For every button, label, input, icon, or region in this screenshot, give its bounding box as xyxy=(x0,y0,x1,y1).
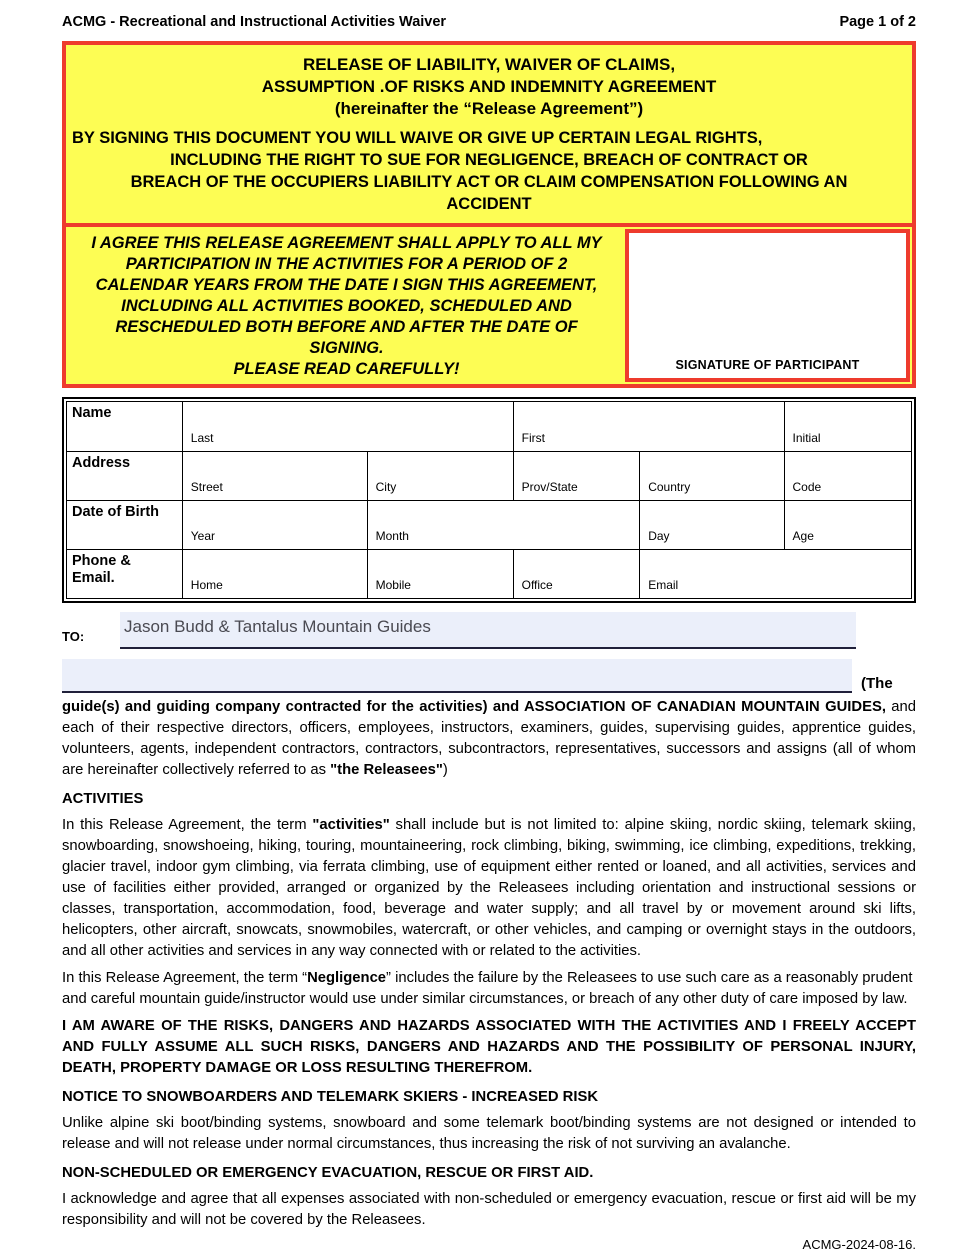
guide-company-input-2[interactable] xyxy=(62,659,852,693)
participant-signature-field[interactable] xyxy=(625,229,910,382)
agreement-statement xyxy=(66,227,625,384)
cell-first-name xyxy=(513,402,784,451)
notice-bottom-section xyxy=(66,227,912,384)
participant-info-table-inner xyxy=(66,401,912,599)
cell-day xyxy=(639,501,783,549)
row-header-dob: Date of Birth xyxy=(72,504,159,520)
page-number: Page 1 of 2 xyxy=(839,14,916,30)
cell-age xyxy=(784,501,911,549)
document-version: ACMG-2024-08-16. xyxy=(802,1237,916,1252)
table-row-phone-email xyxy=(67,549,911,598)
warning-line: BREACH OF THE OCCUPIERS LIABILITY ACT OR CLAIM COMPENSATION FOLLOWING AN xyxy=(130,173,848,191)
evacuation-heading: NON-SCHEDULED OR EMERGENCY EVACUATION, RESCUE OR FIRST AID. xyxy=(62,1165,594,1181)
to-label: TO: xyxy=(62,629,85,644)
releasees-regular-text: and each of their respective directors, officers, employees, instructors, examiners, guides, supervising guides, apprentice guides, volunteers, agents, independent contractors, contractors, subcontractors, representatives, successors and assigns (all of whom are hereinafter collectively referred to as xyxy=(62,699,916,778)
releasees-close-paren: ) xyxy=(442,762,448,778)
warning-line: INCLUDING THE RIGHT TO SUE FOR NEGLIGENCE, BREACH OF CONTRACT OR xyxy=(170,151,808,169)
cell-label: Initial xyxy=(792,431,821,445)
cell-label: Office xyxy=(521,578,553,592)
warning-line: BY SIGNING THIS DOCUMENT YOU WILL WAIVE OR GIVE UP CERTAIN LEGAL RIGHTS, xyxy=(72,129,763,147)
releasees-paragraph xyxy=(62,697,916,781)
document-title: ACMG - Recreational and Instructional Activities Waiver xyxy=(62,14,447,30)
participant-info-table xyxy=(62,397,916,603)
negligence-paragraph xyxy=(62,968,916,1010)
to-section xyxy=(62,612,916,693)
negligence-pre-text: In this Release Agreement, the term “ xyxy=(62,970,308,986)
document-header xyxy=(62,14,916,30)
cell-street xyxy=(182,452,367,500)
notice-title-line: ASSUMPTION .OF RISKS AND INDEMNITY AGREEMENT xyxy=(261,77,717,96)
activities-post-text: shall include but is not limited to: alpine skiing, nordic skiing, telemark skiing, snowboarding, snowshoeing, hiking, touring, mountaineering, rock climbing, biking, swimming, ice climbing, expeditions, trekking, glacier travel, indoor gym climbing, via ferrata climbing, use of equipment either rented or loaned, and all activities, services and use of facilities either provided, arranged or organized by the Releasees including orientation and instructional sessions or classes, transportation, accommodation, food, beverage and water supply; and all travel by or movement around ski lifts, helicopters, other aircraft, snowcats, snowmobiles, watercraft, or other vehicles, and camping or overnight stays in the outdoors, and all other activities and services in any way connected with or related to the activities. xyxy=(62,817,916,959)
notice-title-line: RELEASE OF LIABILITY, WAIVER OF CLAIMS, xyxy=(302,55,676,74)
cell-label: Country xyxy=(648,480,691,494)
table-row-dob xyxy=(67,500,911,549)
evacuation-paragraph: I acknowledge and agree that all expenses associated with non-scheduled or emergency evacuation, rescue or first aid will be my responsibility and will not be covered by the Releasees. xyxy=(62,1191,916,1228)
row-header-phone-email: Phone & Email. xyxy=(72,553,131,586)
snowboarders-notice-paragraph: Unlike alpine ski boot/binding systems, snowboard and some telemark boot/binding systems are not designed or intended to release and will not release under normal circumstances, thus increasing the risk of not surviving an avalanche. xyxy=(62,1115,916,1152)
releasees-term: "the Releasees" xyxy=(330,762,443,778)
notice-title-section xyxy=(66,45,912,227)
legal-warning xyxy=(72,127,906,215)
cell-label: Email xyxy=(648,578,679,592)
cell-label: Last xyxy=(190,431,214,445)
cell-month xyxy=(367,501,640,549)
agreement-text: I AGREE THIS RELEASE AGREEMENT SHALL APPLY TO ALL MY PARTICIPATION IN THE ACTIVITIES FOR A PERIOD OF 2 CALENDAR YEARS FROM THE DATE I SIGN THIS AGREEMENT, INCLUDING ALL ACTIVITIES BOOKED, SCHEDULED AND RESCHEDULED BOTH BEFORE AND AFTER THE DATE OF SIGNING. xyxy=(91,234,602,357)
cell-label: Prov/State xyxy=(521,480,578,494)
activities-paragraph xyxy=(62,815,916,962)
cell-prov-state xyxy=(513,452,640,500)
cell-label: Mobile xyxy=(375,578,411,592)
activities-pre-text: In this Release Agreement, the term xyxy=(62,817,313,833)
releasees-bold-text: guide(s) and guiding company contracted for the activities) and ASSOCIATION OF CANADIAN MOUNTAIN GUIDES, xyxy=(62,699,886,715)
row-header-name: Name xyxy=(72,405,112,421)
cell-year xyxy=(182,501,367,549)
cell-label: Month xyxy=(375,529,409,543)
cell-initial xyxy=(784,402,911,451)
read-carefully-text: PLEASE READ CAREFULLY! xyxy=(233,360,460,378)
cell-office-phone xyxy=(513,550,640,598)
guide-company-input[interactable]: Jason Budd & Tantalus Mountain Guides xyxy=(120,612,856,649)
row-header-address: Address xyxy=(72,455,131,471)
negligence-post-text: ” includes the failure by the Releasees to use such care as a reasonably prudent and careful mountain guide/instructor would use under similar circumstances, or breach of any other duty of care imposed by law. xyxy=(62,970,913,1007)
table-row-address xyxy=(67,451,911,500)
cell-mobile-phone xyxy=(367,550,513,598)
cell-home-phone xyxy=(182,550,367,598)
document-body xyxy=(62,693,916,1231)
cell-country xyxy=(639,452,783,500)
warning-line: ACCIDENT xyxy=(446,195,532,213)
cell-code xyxy=(784,452,911,500)
cell-label: Age xyxy=(792,529,814,543)
the-suffix-text: (The xyxy=(861,675,893,692)
activities-term: "activities" xyxy=(312,817,390,833)
cell-last-name xyxy=(182,402,513,451)
risks-acknowledgement: I AM AWARE OF THE RISKS, DANGERS AND HAZARDS ASSOCIATED WITH THE ACTIVITIES AND I FREELY ACCEPT AND FULLY ASSUME ALL SUCH RISKS, DANGERS AND HAZARDS AND THE POSSIBILITY OF PERSONAL INJURY, DEATH, PROPERTY DAMAGE OR LOSS RESULTING THEREFROM. xyxy=(62,1018,916,1076)
release-notice-box xyxy=(62,41,916,388)
cell-label: Code xyxy=(792,480,822,494)
cell-email xyxy=(639,550,911,598)
cell-label: Street xyxy=(190,480,223,494)
notice-title-line: (hereinafter the “Release Agreement”) xyxy=(334,99,644,118)
signature-label: SIGNATURE OF PARTICIPANT xyxy=(675,358,860,372)
activities-heading: ACTIVITIES xyxy=(62,791,144,807)
cell-label: City xyxy=(375,480,397,494)
negligence-term: Negligence xyxy=(307,970,387,986)
table-row-name xyxy=(67,402,911,451)
cell-label: First xyxy=(521,431,545,445)
cell-label: Year xyxy=(190,529,216,543)
snowboarders-notice-heading: NOTICE TO SNOWBOARDERS AND TELEMARK SKIERS - INCREASED RISK xyxy=(62,1089,599,1105)
cell-label: Day xyxy=(648,529,670,543)
cell-city xyxy=(367,452,513,500)
cell-label: Home xyxy=(190,578,223,592)
